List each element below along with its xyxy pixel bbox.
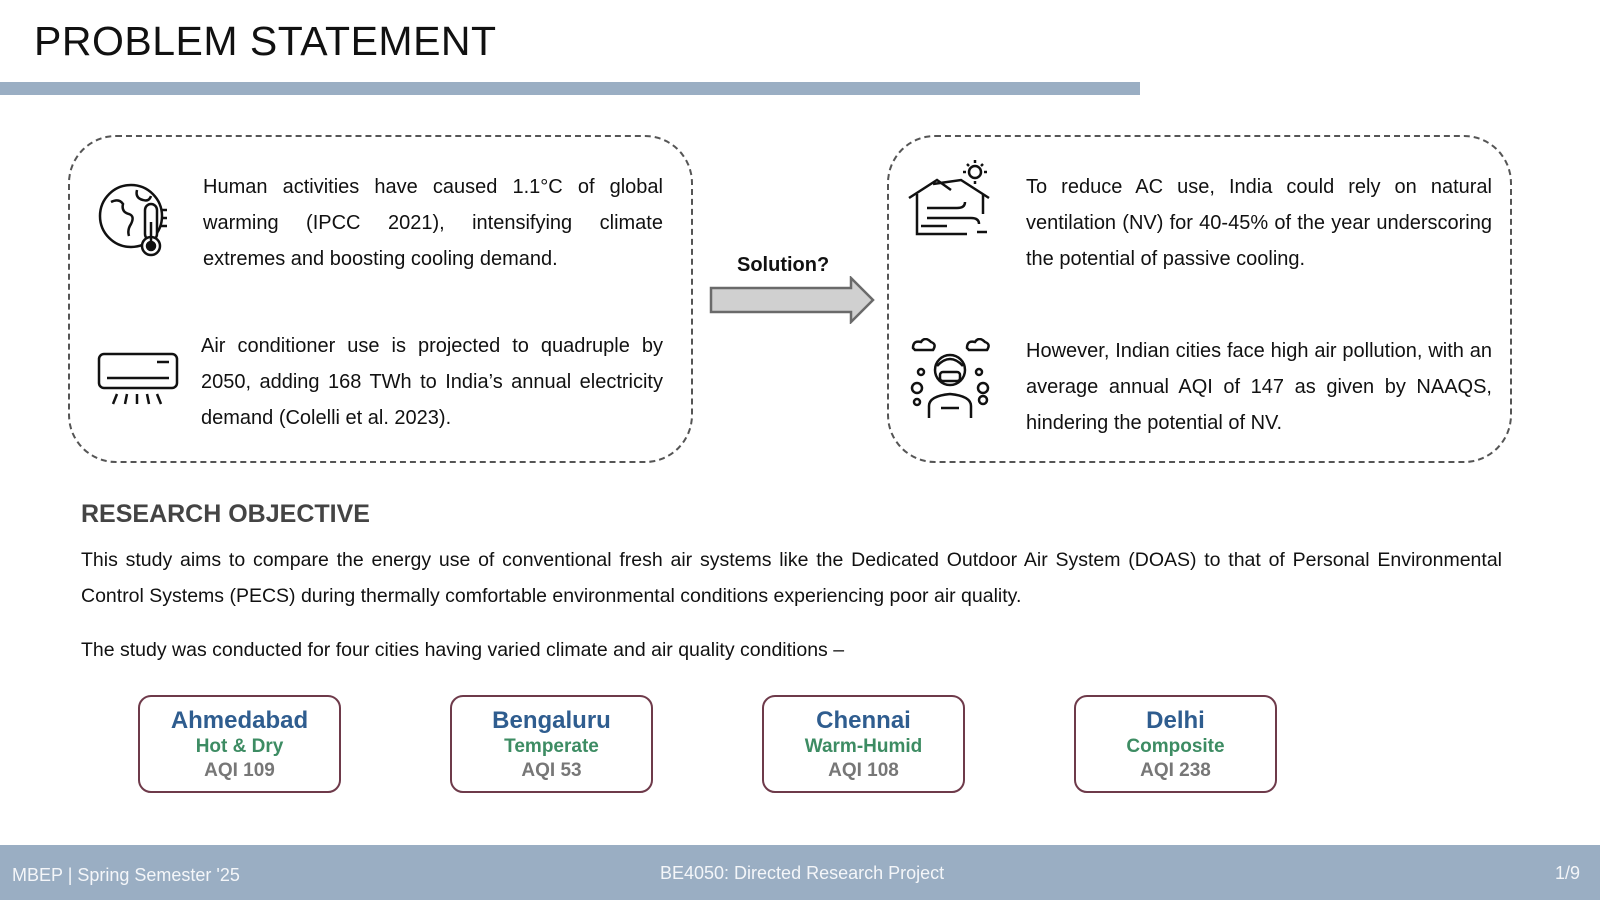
solution-text-nv: To reduce AC use, India could rely on natural ventilation (NV) for 40-45% of the year underscoring the potential of passive cooling. [1026, 176, 1492, 270]
city-name: Bengaluru [492, 707, 611, 734]
title-underline-bar [0, 82, 1140, 95]
footer-bar [0, 845, 1600, 900]
city-aqi: AQI 108 [828, 760, 899, 781]
city-climate: Temperate [504, 736, 599, 757]
page-title: PROBLEM STATEMENT [34, 18, 497, 64]
city-name: Chennai [816, 707, 911, 734]
city-name: Ahmedabad [170, 707, 309, 734]
house-ventilation-icon [907, 158, 995, 248]
city-aqi: AQI 53 [521, 760, 582, 781]
city-card-ahmedabad [138, 695, 341, 793]
footer-course-title: BE4050: Directed Research Project [660, 863, 945, 883]
city-card-bengaluru [450, 695, 653, 793]
cities-intro: The study was conducted for four cities having varied climate and air quality conditions – [81, 639, 845, 661]
right-arrow-icon [709, 276, 875, 324]
person-mask-pollution-icon [909, 338, 991, 420]
problem-text-warming: Human activities have caused 1.1°C of global warming (IPCC 2021), intensifying climate extremes and boosting cooling demand. [203, 176, 663, 270]
city-climate: Hot & Dry [195, 736, 284, 757]
objective-paragraph: This study aims to compare the energy use of conventional fresh air systems like the Dedicated Outdoor Air System (DOAS) to that of Personal Environmental Control Systems (PECS) during thermally comfortable environmental conditions experiencing poor air quality. [81, 549, 1502, 607]
city-climate: Composite [1126, 736, 1225, 757]
city-aqi: AQI 238 [1140, 760, 1211, 781]
research-objective-heading: RESEARCH OBJECTIVE [81, 500, 370, 528]
city-name: Delhi [1146, 707, 1205, 734]
city-climate: Warm-Humid [804, 736, 923, 757]
solution-text-pollution: However, Indian cities face high air pollution, with an average annual AQI of 147 as given by NAAQS, hindering the potential of NV. [1026, 340, 1492, 434]
solution-label: Solution? [737, 254, 830, 276]
footer-course-term: MBEP | Spring Semester '25 [12, 865, 240, 885]
air-conditioner-icon [97, 352, 181, 408]
page-number: 1/9 [1554, 863, 1580, 883]
city-aqi: AQI 109 [204, 760, 275, 781]
globe-thermometer-icon [97, 182, 173, 258]
problem-text-ac: Air conditioner use is projected to quadruple by 2050, adding 168 TWh to India’s annual electricity demand (Colelli et al. 2023). [201, 335, 663, 429]
city-card-chennai [762, 695, 965, 793]
city-card-delhi [1074, 695, 1277, 793]
